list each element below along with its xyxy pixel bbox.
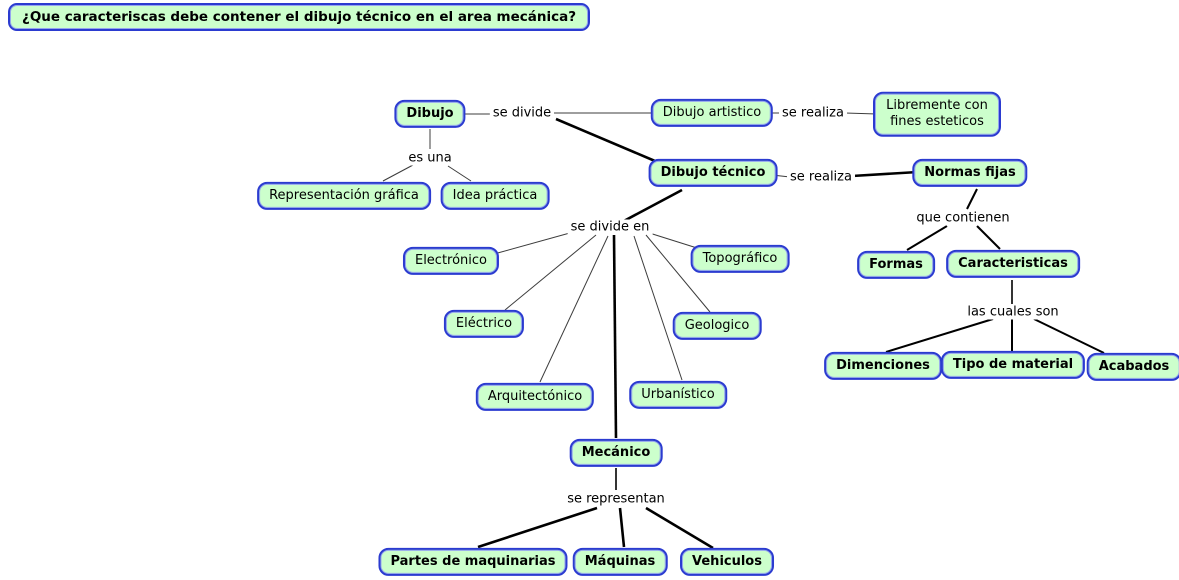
concept-topografico[interactable]: Topográfico (691, 245, 790, 273)
link-line (886, 319, 993, 352)
link-line (383, 165, 413, 181)
concept-tipo-de-material[interactable]: Tipo de material (941, 351, 1085, 379)
concept-representacion-grafica[interactable]: Representación gráfica (257, 182, 431, 210)
link-line (448, 166, 471, 181)
linking-phrase-que-contienen[interactable]: que contienen (913, 211, 1012, 226)
concept-urbanistico[interactable]: Urbanístico (629, 381, 727, 409)
link-line (634, 236, 682, 380)
concept-normas-fijas[interactable]: Normas fijas (912, 159, 1027, 187)
link-line (556, 119, 655, 161)
concept-dimenciones[interactable]: Dimenciones (824, 352, 942, 380)
concept-maquinas[interactable]: Máquinas (573, 548, 668, 576)
linking-phrase-se-representan[interactable]: se representan (564, 492, 668, 507)
concept-geologico[interactable]: Geologico (673, 312, 762, 340)
linking-phrase-las-cuales-son[interactable]: las cuales son (964, 305, 1061, 320)
link-line (505, 235, 596, 310)
link-line (907, 226, 947, 250)
link-line (1034, 319, 1104, 353)
link-line (967, 189, 977, 209)
concept-partes-de-maquinarias[interactable]: Partes de maquinarias (378, 548, 567, 576)
link-line (494, 231, 577, 254)
concept-dibujo-tecnico[interactable]: Dibujo técnico (649, 159, 778, 187)
link-line (614, 235, 616, 438)
linking-phrase-se-divide[interactable]: se divide (490, 106, 554, 121)
link-line (540, 236, 608, 382)
link-line (646, 508, 713, 548)
link-line (622, 190, 682, 222)
link-line (478, 508, 597, 547)
link-line (620, 508, 624, 547)
linking-phrase-se-realiza-artistico[interactable]: se realiza (779, 106, 847, 121)
link-line (977, 226, 1000, 249)
concept-electronico[interactable]: Electrónico (403, 247, 499, 275)
concept-idea-practica[interactable]: Idea práctica (441, 182, 550, 210)
concept-libremente-con-fines-esteticos[interactable]: Libremente con fines esteticos (873, 92, 1001, 137)
concept-dibujo[interactable]: Dibujo (394, 100, 465, 128)
linking-phrase-se-divide-en[interactable]: se divide en (568, 220, 653, 235)
focus-question-node[interactable]: ¿Que caracteriscas debe contener el dibujo técnico en el area mecánica? (8, 3, 590, 31)
linking-phrase-se-realiza-tecnico[interactable]: se realiza (787, 170, 855, 185)
link-line (852, 172, 918, 176)
concept-electrico[interactable]: Eléctrico (444, 310, 524, 338)
concept-caracteristicas[interactable]: Caracteristicas (946, 250, 1080, 278)
linking-phrase-es-una[interactable]: es una (405, 151, 454, 166)
concept-mecanico[interactable]: Mecánico (570, 439, 663, 467)
concept-dibujo-artistico[interactable]: Dibujo artistico (651, 99, 773, 127)
concept-arquitectonico[interactable]: Arquitectónico (476, 383, 594, 411)
concept-acabados[interactable]: Acabados (1087, 353, 1179, 381)
concept-vehiculos[interactable]: Vehiculos (680, 548, 774, 576)
concept-formas[interactable]: Formas (857, 251, 935, 279)
